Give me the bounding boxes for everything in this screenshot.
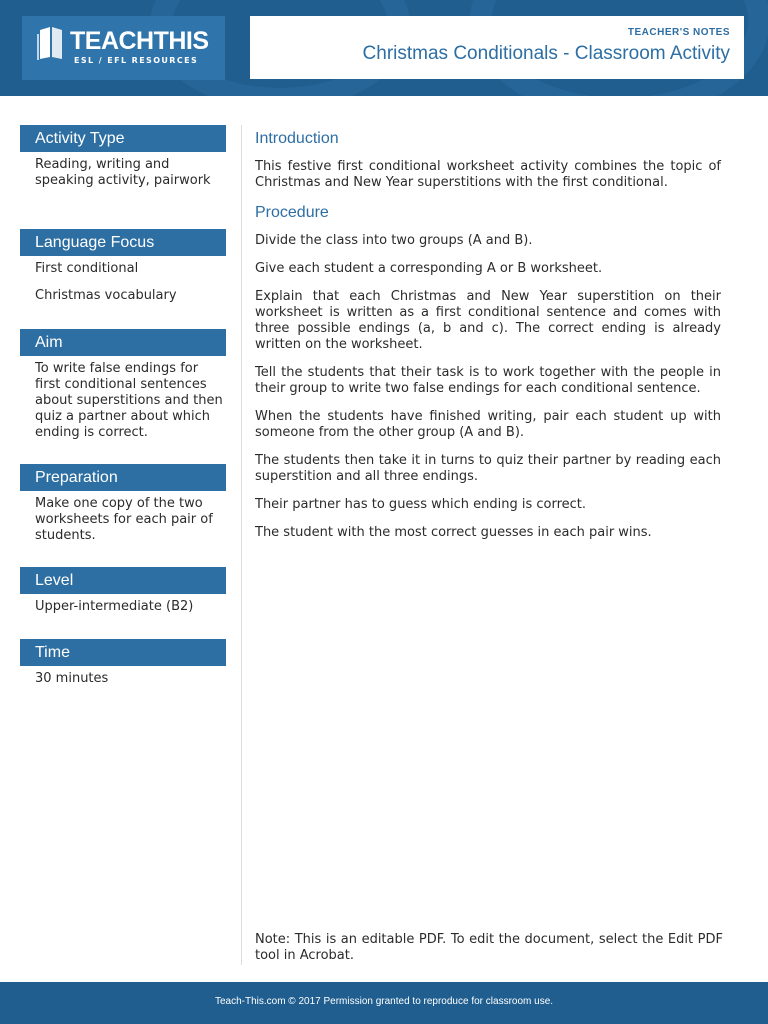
procedure-step: Give each student a corresponding A or B worksheet.	[255, 261, 603, 276]
sidebar-section-aim	[20, 329, 226, 464]
sidebar-section-preparation	[20, 464, 226, 567]
sidebar-body	[20, 491, 226, 567]
procedure-step: Explain that each Christmas and New Year superstition on their worksheet is written as a first conditional sentence and comes with three possible endings (a, b and c). The correct ending is already written on the worksheet.	[255, 289, 721, 352]
sidebar-heading: Preparation	[20, 464, 226, 491]
logo-tagline: ESL / EFL RESOURCES	[74, 56, 199, 65]
procedure-step: The students then take it in turns to quiz their partner by reading each superstition and all three endings.	[255, 453, 721, 484]
sidebar-heading: Language Focus	[20, 229, 226, 256]
page-header	[0, 0, 768, 96]
editable-pdf-note: Note: This is an editable PDF. To edit the document, select the Edit PDF tool in Acrobat.	[255, 932, 723, 963]
sidebar-text: 30 minutes	[35, 671, 109, 686]
sidebar-section-level	[20, 567, 226, 639]
sidebar-text: Make one copy of the two worksheets for each pair of students.	[35, 496, 213, 543]
book-icon	[36, 26, 66, 60]
page-footer	[0, 982, 768, 1024]
sidebar-text: Christmas vocabulary	[35, 288, 177, 303]
sidebar-heading: Level	[20, 567, 226, 594]
procedure-heading: Procedure	[255, 204, 329, 221]
sidebar-section-language-focus	[20, 229, 226, 329]
sidebar	[20, 125, 226, 687]
main-content	[255, 128, 721, 541]
procedure-step: When the students have finished writing, pair each student up with someone from the other group (A and B).	[255, 409, 721, 440]
procedure-step: Tell the students that their task is to work together with the people in their group to write two false endings for each conditional sentence.	[255, 365, 721, 396]
sidebar-text: Upper-intermediate (B2)	[35, 599, 194, 614]
sidebar-section-time	[20, 639, 226, 687]
logo-name: TEACHTHIS	[70, 27, 209, 55]
procedure-step: The student with the most correct guesses in each pair wins.	[255, 525, 652, 540]
sidebar-heading: Time	[20, 639, 226, 666]
sidebar-section-activity-type	[20, 125, 226, 229]
column-divider	[241, 125, 242, 965]
sidebar-text: First conditional	[35, 261, 139, 276]
document-label: TEACHER'S NOTES	[627, 27, 730, 38]
page-title: Christmas Conditionals - Classroom Activity	[362, 43, 730, 64]
sidebar-body	[20, 356, 226, 464]
footer-copyright: Teach-This.com © 2017 Permission granted to reproduce for classroom use.	[214, 996, 554, 1007]
sidebar-text: To write false endings for first conditional sentences about superstitions and then quiz a partner about which ending is correct.	[35, 361, 223, 440]
procedure-step: Divide the class into two groups (A and B).	[255, 233, 533, 248]
logo	[22, 16, 225, 80]
introduction-text: This festive first conditional worksheet activity combines the topic of Christmas and New Year superstitions with the first conditional.	[255, 159, 721, 190]
procedure-step: Their partner has to guess which ending is correct.	[255, 497, 586, 512]
sidebar-body	[20, 594, 226, 639]
sidebar-body	[20, 152, 226, 229]
sidebar-text: Reading, writing and speaking activity, pairwork	[35, 157, 211, 188]
sidebar-heading: Aim	[20, 329, 226, 356]
introduction-heading: Introduction	[255, 130, 339, 147]
sidebar-heading: Activity Type	[20, 125, 226, 152]
sidebar-body	[20, 666, 226, 687]
title-panel	[250, 16, 744, 79]
sidebar-body	[20, 256, 226, 329]
